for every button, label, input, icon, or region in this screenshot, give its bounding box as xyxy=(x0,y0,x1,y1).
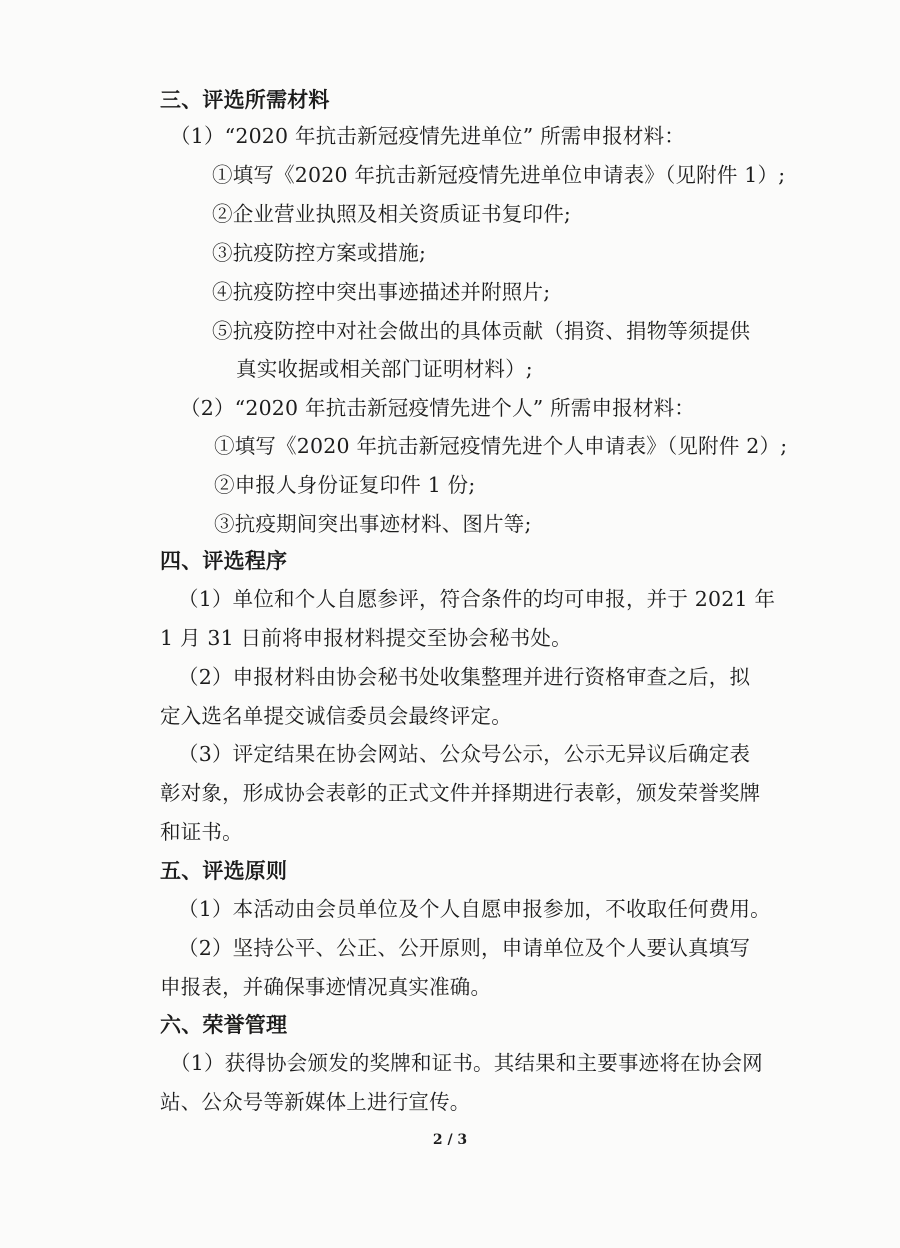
paragraph-line: 站、公众号等新媒体上进行宣传。 xyxy=(160,1090,471,1114)
paragraph-line: （1）“2020 年抗击新冠疫情先进单位” 所需申报材料： xyxy=(170,124,686,148)
paragraph-line: 彰对象，形成协会表彰的正式文件并择期进行表彰，颁发荣誉奖牌 xyxy=(160,781,761,805)
paragraph-line: （1）本活动由会员单位及个人自愿申报参加，不收取任何费用。 xyxy=(178,897,771,921)
section-heading-5: 五、评选原则 xyxy=(160,858,288,883)
paragraph-line: ③抗疫防控方案或措施; xyxy=(212,241,427,265)
paragraph-line: ④抗疫防控中突出事迹描述并附照片; xyxy=(212,280,551,304)
paragraph-line: （2）申报材料由协会秘书处收集整理并进行资格审查之后，拟 xyxy=(178,665,751,689)
paragraph-line: （2）坚持公平、公正、公开原则，申请单位及个人要认真填写 xyxy=(178,936,751,960)
paragraph-line: 真实收据或相关部门证明材料）; xyxy=(236,357,533,381)
section-heading-4: 四、评选程序 xyxy=(160,548,288,573)
paragraph-line: ⑤抗疫防控中对社会做出的具体贡献（捐资、捐物等须提供 xyxy=(212,319,751,343)
section-heading-6: 六、荣誉管理 xyxy=(160,1012,288,1037)
page-number: 2 / 3 xyxy=(432,1132,468,1148)
section-heading-3: 三、评选所需材料 xyxy=(160,87,330,112)
paragraph-line: ②申报人身份证复印件 1 份; xyxy=(214,473,476,497)
paragraph-line: 申报表，并确保事迹情况真实准确。 xyxy=(160,975,492,999)
paragraph-line: （1）单位和个人自愿参评，符合条件的均可申报，并于 2021 年 xyxy=(178,587,776,611)
paragraph-line: （1）获得协会颁发的奖牌和证书。其结果和主要事迹将在协会网 xyxy=(170,1051,763,1075)
paragraph-line: ①填写《2020 年抗击新冠疫情先进单位申请表》（见附件 1）; xyxy=(212,163,786,187)
paragraph-line: ③抗疫期间突出事迹材料、图片等; xyxy=(214,512,532,536)
paragraph-line: 定入选名单提交诚信委员会最终评定。 xyxy=(160,704,512,728)
paragraph-line: 1 月 31 日前将申报材料提交至协会秘书处。 xyxy=(160,626,572,650)
paragraph-line: 和证书。 xyxy=(160,820,243,844)
paragraph-line: ①填写《2020 年抗击新冠疫情先进个人申请表》（见附件 2）; xyxy=(214,434,788,458)
paragraph-line: （3）评定结果在协会网站、公众号公示，公示无异议后确定表 xyxy=(178,742,751,766)
paragraph-line: （2）“2020 年抗击新冠疫情先进个人” 所需申报材料： xyxy=(180,396,696,420)
paragraph-line: ②企业营业执照及相关资质证书复印件; xyxy=(212,202,572,226)
